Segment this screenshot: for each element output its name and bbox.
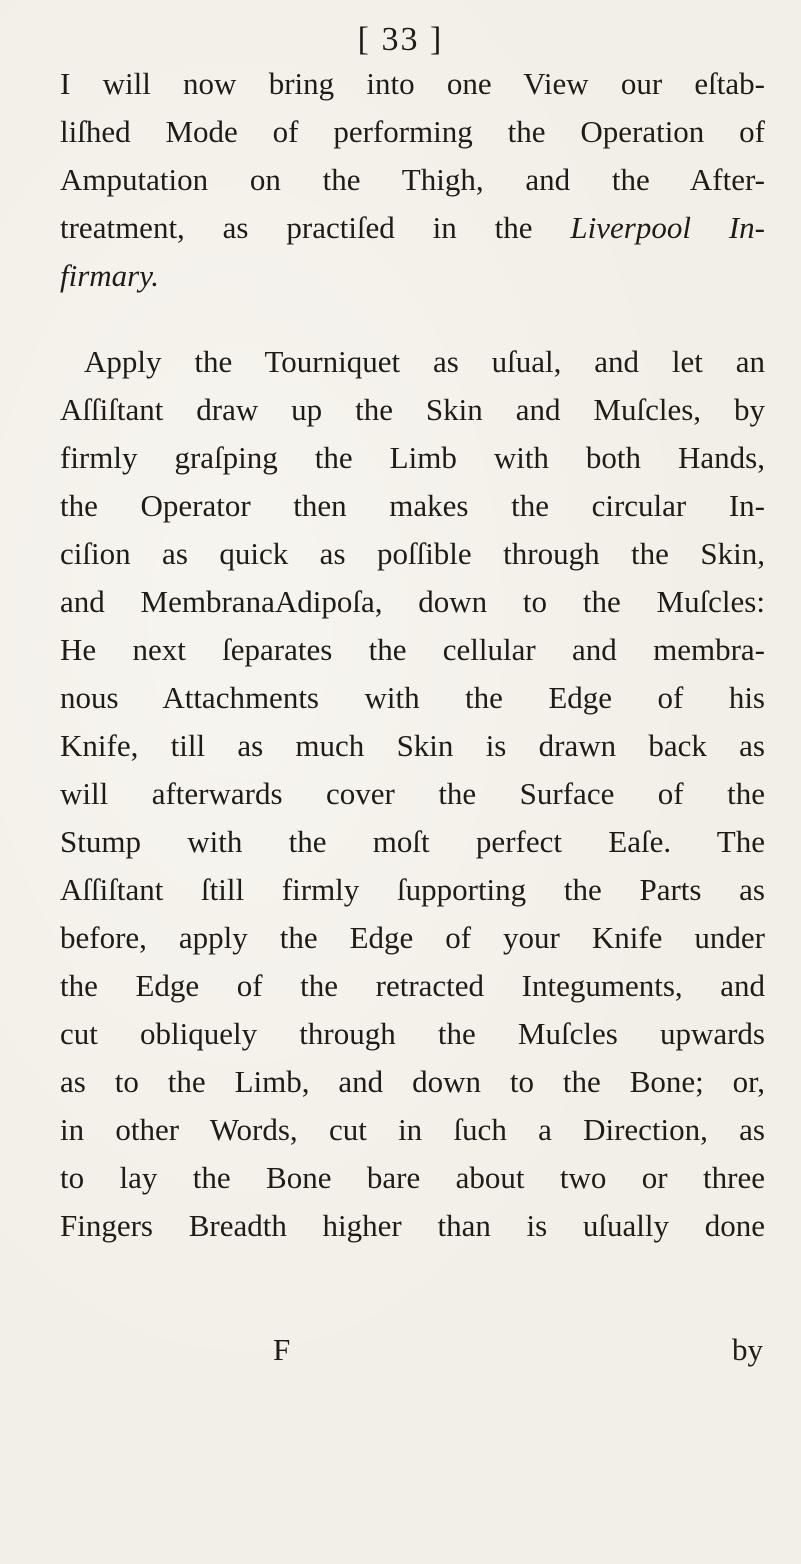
paragraph-2-line-9: Knife, till as much Skin is drawn back as xyxy=(60,728,765,763)
paragraph-1-line-2: liſhed Mode of performing the Operation of xyxy=(60,114,765,149)
paragraph-2-line-13: before, apply the Edge of your Knife under xyxy=(60,920,765,955)
paragraph-2-line-16: as to the Limb, and down to the Bone; or, xyxy=(60,1064,765,1099)
body-text xyxy=(60,60,765,1250)
paragraph-2-line-2: Aſſiſtant draw up the Skin and Muſcles, by xyxy=(60,392,765,427)
paragraph-2-line-3: firmly graſping the Limb with both Hands, xyxy=(60,440,765,475)
paragraph-2-line-12: Aſſiſtant ſtill firmly ſupporting the Parts as xyxy=(60,872,765,907)
paragraph-2-line-5: ciſion as quick as poſſible through the Skin, xyxy=(60,536,765,571)
paragraph-1-line-4-text: treatment, as practiſed in the xyxy=(60,210,571,245)
paragraph-2-line-4: the Operator then makes the circular In- xyxy=(60,488,765,523)
paragraph-1-line-3: Amputation on the Thigh, and the After- xyxy=(60,162,765,197)
paragraph-2-line-15: cut obliquely through the Muſcles upwards xyxy=(60,1016,765,1051)
paragraph-2-line-18: to lay the Bone bare about two or three xyxy=(60,1160,765,1195)
paragraph-1-line-4 xyxy=(60,204,765,252)
paragraph-gap xyxy=(60,300,765,338)
paragraph-2-line-8: nous Attachments with the Edge of his xyxy=(60,680,765,715)
page-footer-line xyxy=(60,1326,765,1374)
catchword: by xyxy=(732,1332,763,1367)
signature-mark: F xyxy=(273,1332,291,1367)
paragraph-2-line-11: Stump with the moſt perfect Eaſe. The xyxy=(60,824,765,859)
paragraph-2-line-1: Apply the Tourniquet as uſual, and let an xyxy=(84,344,765,379)
paragraph-2-line-17: in other Words, cut in ſuch a Direction, as xyxy=(60,1112,765,1147)
paragraph-1-line-5: firmary. xyxy=(60,258,160,293)
paragraph-2-line-19: Fingers Breadth higher than is uſually done xyxy=(60,1208,765,1243)
paragraph-2-line-10: will afterwards cover the Surface of the xyxy=(60,776,765,811)
paragraph-2-line-6: and MembranaAdipoſa, down to the Muſcles: xyxy=(60,584,765,619)
paragraph-2-line-7: He next ſeparates the cellular and membra- xyxy=(60,632,765,667)
paragraph-2-line-14: the Edge of the retracted Integuments, and xyxy=(60,968,765,1003)
page-number: [ 33 ] xyxy=(357,21,444,58)
liverpool-infirmary-italic: Liverpool In- xyxy=(570,210,765,245)
paragraph-1-line-1: I will now bring into one View our eſtab- xyxy=(60,66,765,101)
